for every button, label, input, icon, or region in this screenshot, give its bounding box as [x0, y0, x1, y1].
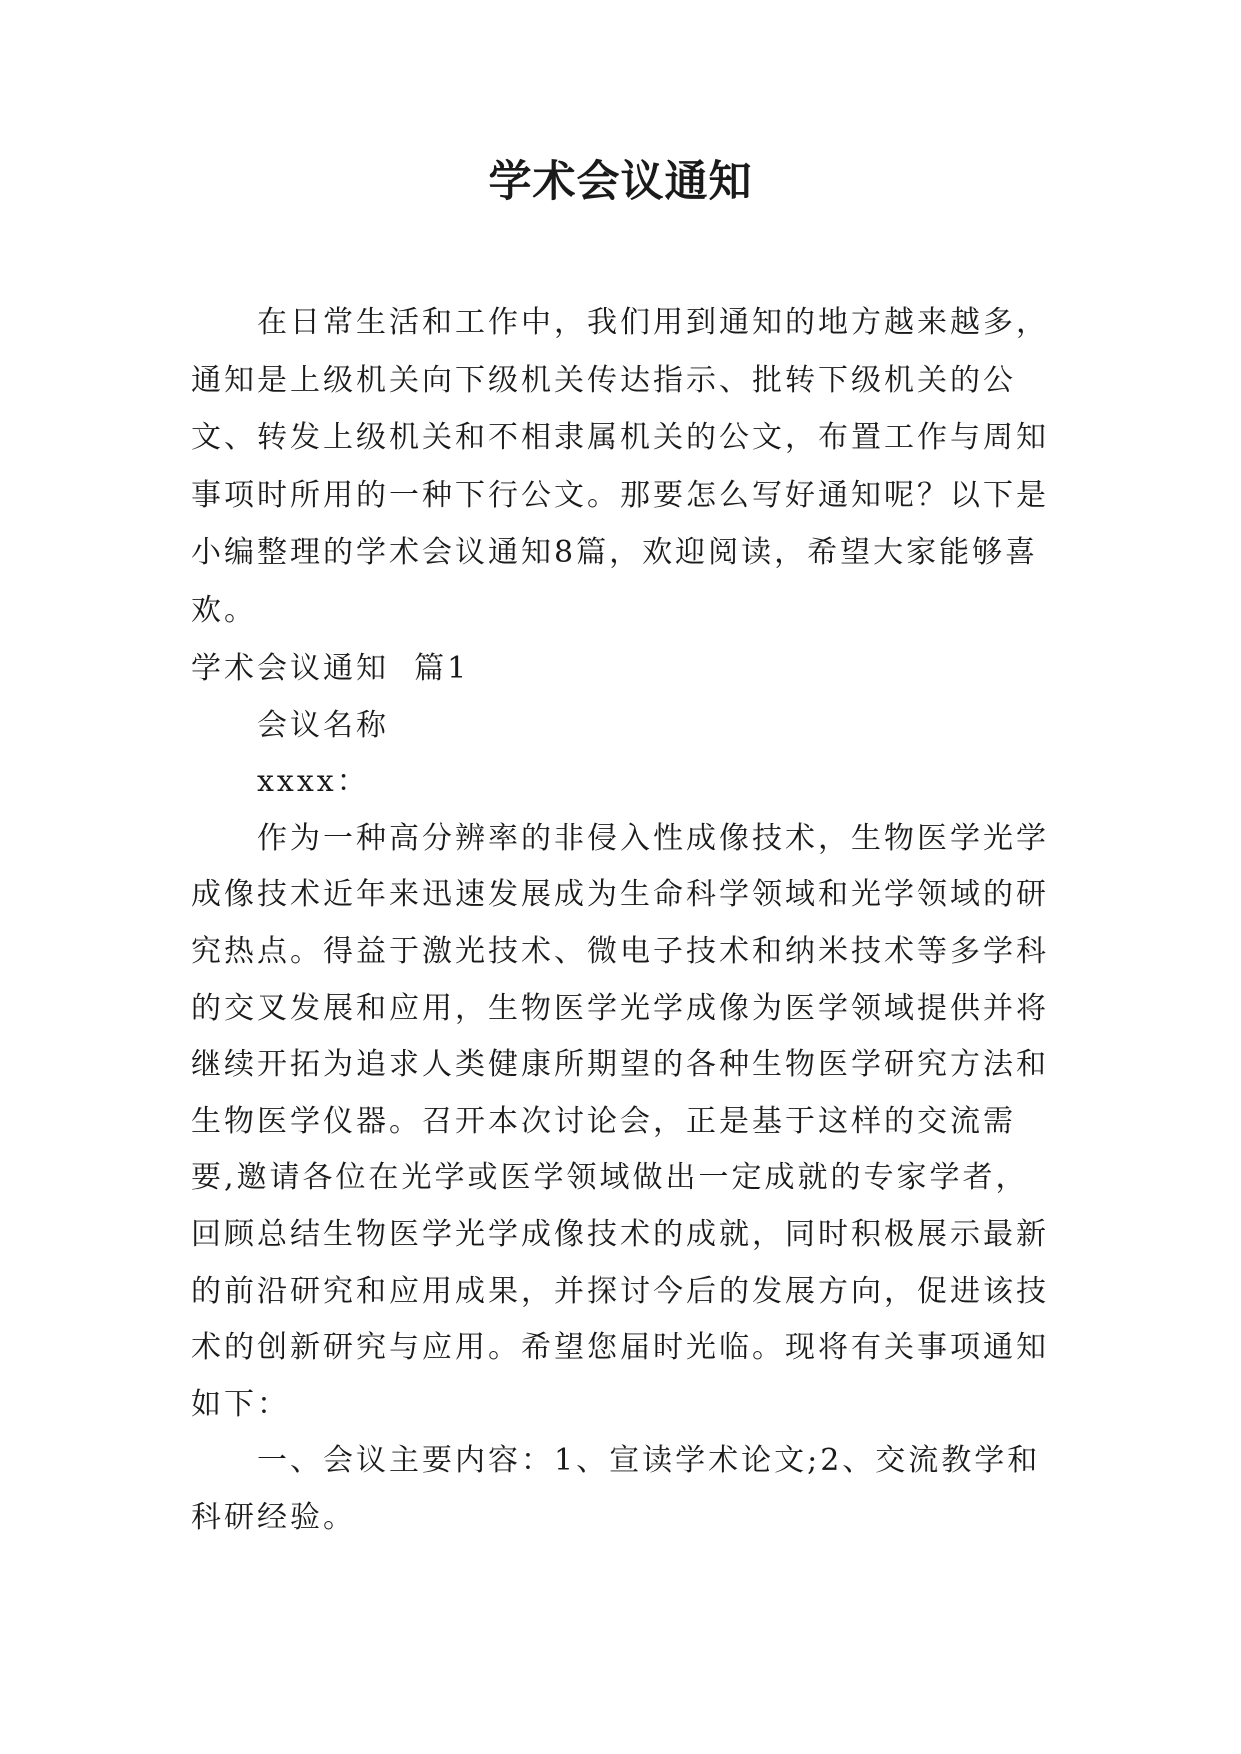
body-paragraph: 作为一种高分辨率的非侵入性成像技术，生物医学光学成像技术近年来迅速发展成为生命科学领域和光学领域的研究热点。得益于激光技术、微电子技术和纳米技术等多学科的交叉发展和应用，生物医学光学成像为医学领域提供并将继续开拓为追求人类健康所期望的各种生物医学研究方法和生物医学仪器。召开本次讨论会，正是基于这样的交流需要,邀请各位在光学或医学领域做出一定成就的专家学者，回顾总结生物医学光学成像技术的成就，同时积极展示最新的前沿研究和应用成果，并探讨今后的发展方向，促进该技术的创新研究与应用。希望您届时光临。现将有关事项通知如下： — [191, 820, 1049, 1422]
section-1 — [191, 641, 1051, 1547]
section-heading: 学术会议通知 篇1 — [191, 651, 470, 686]
salutation: xxxx： — [257, 764, 370, 800]
intro-paragraph: 在日常生活和工作中，我们用到通知的地方越来越多，通知是上级机关向下级机关传达指示、批转下级机关的公文、转发上级机关和不相隶属机关的公文，布置工作与周知事项时所用的一种下行公文。那要怎么写好通知呢？以下是小编整理的学术会议通知8篇，欢迎阅读，希望大家能够喜欢。 — [191, 305, 1049, 628]
body-paragraph: 一、会议主要内容：1、宣读学术论文;2、交流教学和科研经验。 — [191, 1443, 1041, 1535]
meeting-name-label: 会议名称 — [257, 707, 389, 743]
document-title: 学术会议通知 — [488, 157, 753, 207]
